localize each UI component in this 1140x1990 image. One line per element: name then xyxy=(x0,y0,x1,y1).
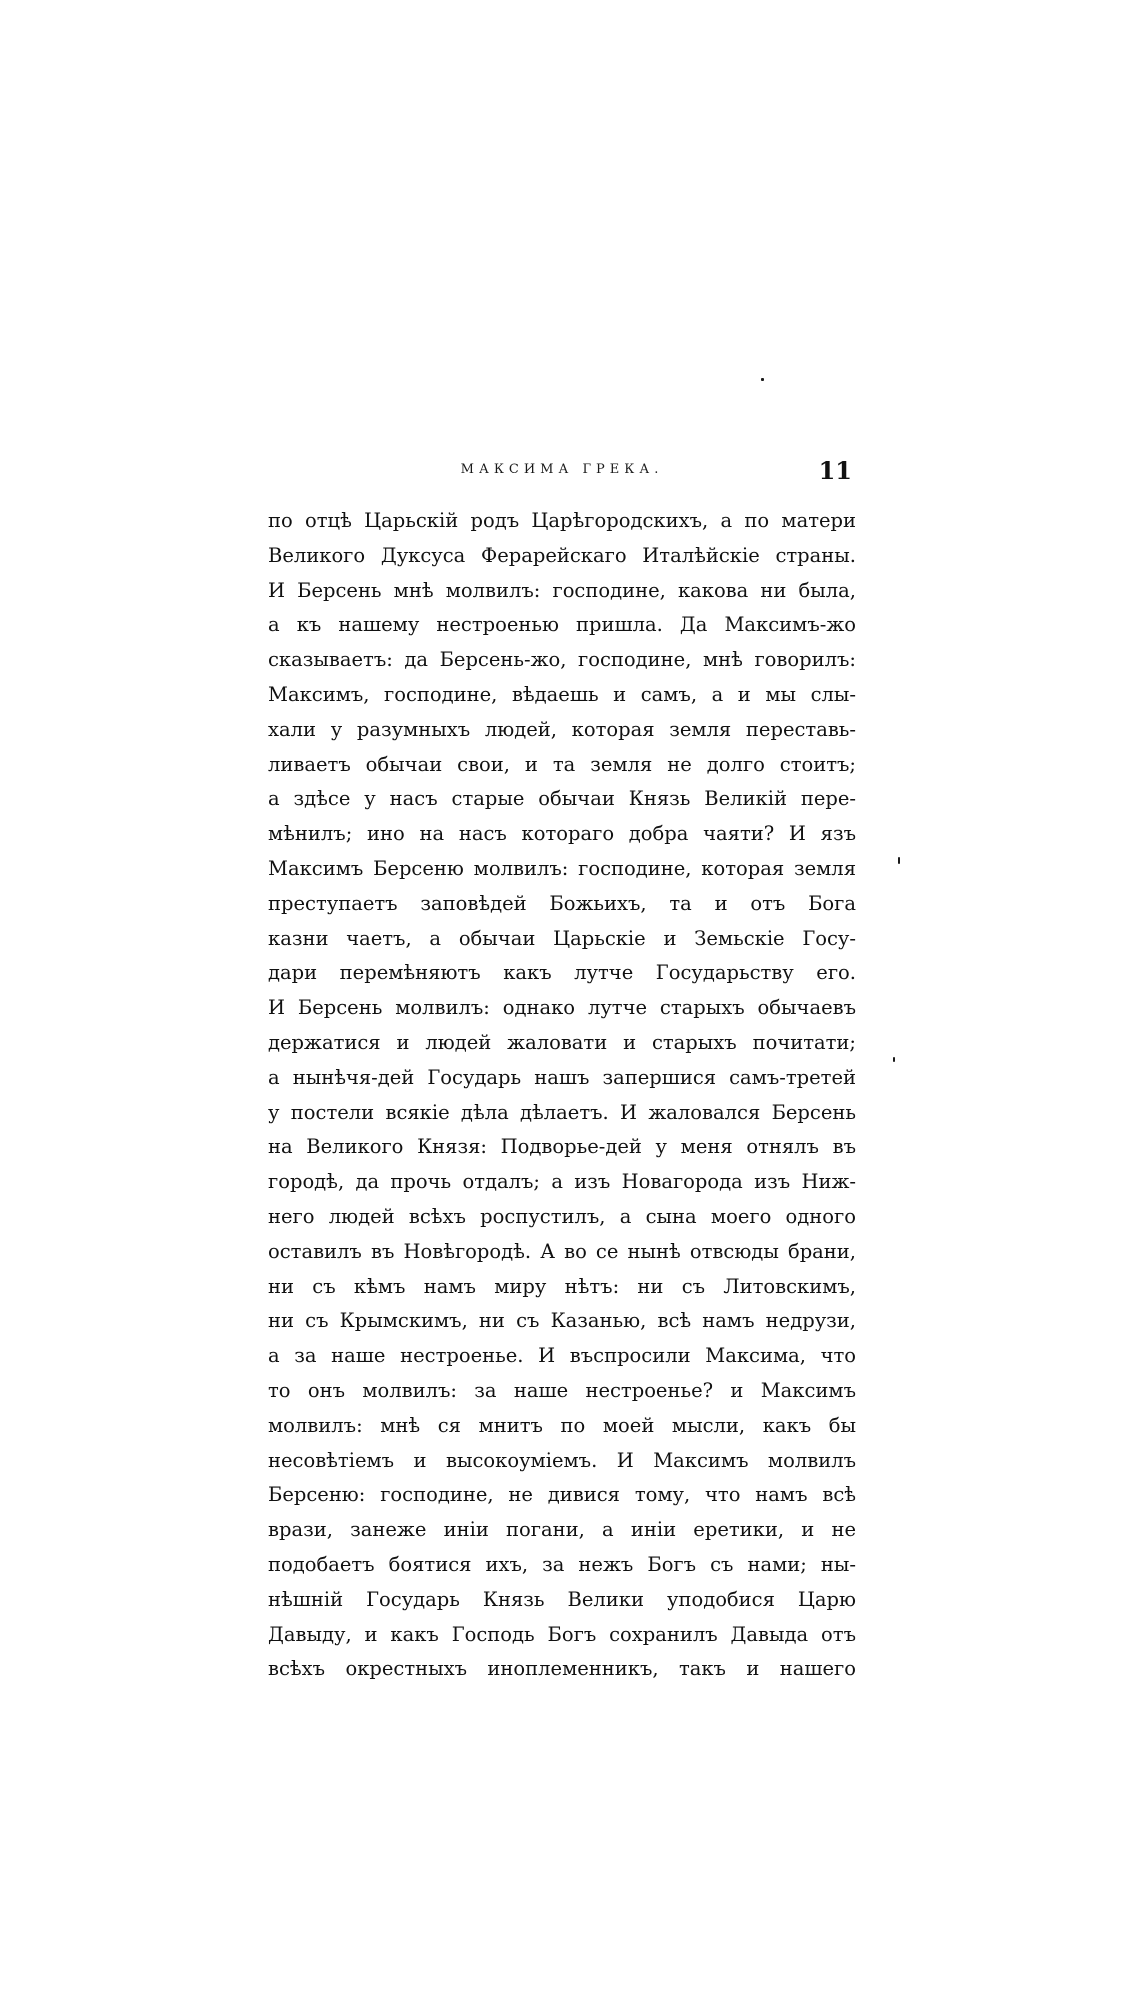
text-line: сказываетъ: да Берсень-жо, господине, мнѣ говорилъ: xyxy=(268,648,856,672)
body-text xyxy=(268,504,856,1687)
page-header xyxy=(268,456,856,490)
text-line: преступаетъ заповѣдей Божьихъ, та и отъ Бога xyxy=(268,891,856,915)
text-line: ливаетъ обычаи свои, и та земля не долго стоитъ; xyxy=(268,752,856,776)
scan-speck xyxy=(893,1057,895,1062)
scan-speck xyxy=(761,378,764,381)
text-line: молвилъ: мнѣ ся мнитъ по моей мысли, какъ бы xyxy=(268,1413,856,1437)
text-line: по отцѣ Царьскій родъ Царѣгородскихъ, а по матери xyxy=(268,509,856,532)
page-number: 11 xyxy=(818,456,852,485)
text-line: а здѣсе у насъ старые обычаи Князь Великій пере- xyxy=(268,787,856,811)
text-line: дари перемѣняютъ какъ лутче Государьству его. xyxy=(268,961,856,985)
text-line: у постели всякіе дѣла дѣлаетъ. И жаловался Берсень xyxy=(268,1100,856,1124)
text-line: а за наше нестроенье. И въспросили Максима, что xyxy=(268,1344,856,1368)
text-line: казни чаетъ, а обычаи Царьскіе и Земьскіе Госу- xyxy=(268,926,856,950)
text-line: мѣнилъ; ино на насъ котораго добра чаяти? И язъ xyxy=(268,822,856,846)
text-line: на Великого Князя: Подворье-дей у меня отнялъ въ xyxy=(268,1135,856,1159)
text-line: И Берсень мнѣ молвилъ: господине, какова ни была, xyxy=(268,578,856,602)
text-line: Берсеню: господине, не дивися тому, что намъ всѣ xyxy=(268,1483,856,1507)
text-line: оставилъ въ Новѣгородѣ. А во се нынѣ отвсюды брани, xyxy=(268,1239,856,1263)
text-line: а нынѣчя-дей Государь нашъ запершися самъ-третей xyxy=(268,1065,856,1089)
text-line: Максимъ, господине, вѣдаешь и самъ, а и мы слы- xyxy=(268,682,856,706)
text-line: Максимъ Берсеню молвилъ: господине, которая земля xyxy=(268,856,856,880)
text-line: И Берсень молвилъ: однако лутче старыхъ обычаевъ xyxy=(268,996,856,1020)
text-line: всѣхъ окрестныхъ иноплеменникъ, такъ и нашего xyxy=(268,1657,856,1681)
text-line: врази, занеже иніи погани, а иніи еретики, и не xyxy=(268,1518,856,1542)
text-line: ни съ Крымскимъ, ни съ Казанью, всѣ намъ недрузи, xyxy=(268,1309,856,1333)
text-line: Великого Дуксуса Ферарейскаго Италѣйскіе страны. xyxy=(268,543,856,567)
text-line: городѣ, да прочь отдалъ; а изъ Новагорода изъ Ниж- xyxy=(268,1170,856,1194)
running-title: МАКСИМА ГРЕКА. xyxy=(460,462,664,477)
text-line: несовѣтіемъ и высокоуміемъ. И Максимъ молвилъ xyxy=(268,1448,856,1472)
text-line: него людей всѣхъ роспустилъ, а сына моего одного xyxy=(268,1204,856,1228)
text-line: ни съ кѣмъ намъ миру нѣтъ: ни съ Литовскимъ, xyxy=(268,1274,856,1298)
text-line: нѣшній Государь Князь Велики уподобися Царю xyxy=(268,1587,856,1611)
scan-speck xyxy=(898,857,900,864)
text-line: то онъ молвилъ: за наше нестроенье? и Максимъ xyxy=(268,1378,856,1402)
text-line: хали у разумныхъ людей, которая земля переставь- xyxy=(268,717,856,741)
text-line: держатися и людей жаловати и старыхъ почитати; xyxy=(268,1030,856,1054)
text-line: Давыду, и какъ Господь Богъ сохранилъ Давыда отъ xyxy=(268,1622,856,1646)
text-line: а къ нашему нестроенью пришла. Да Максимъ-жо xyxy=(268,613,856,637)
text-line: подобаетъ боятися ихъ, за нежъ Богъ съ нами; ны- xyxy=(268,1552,856,1576)
